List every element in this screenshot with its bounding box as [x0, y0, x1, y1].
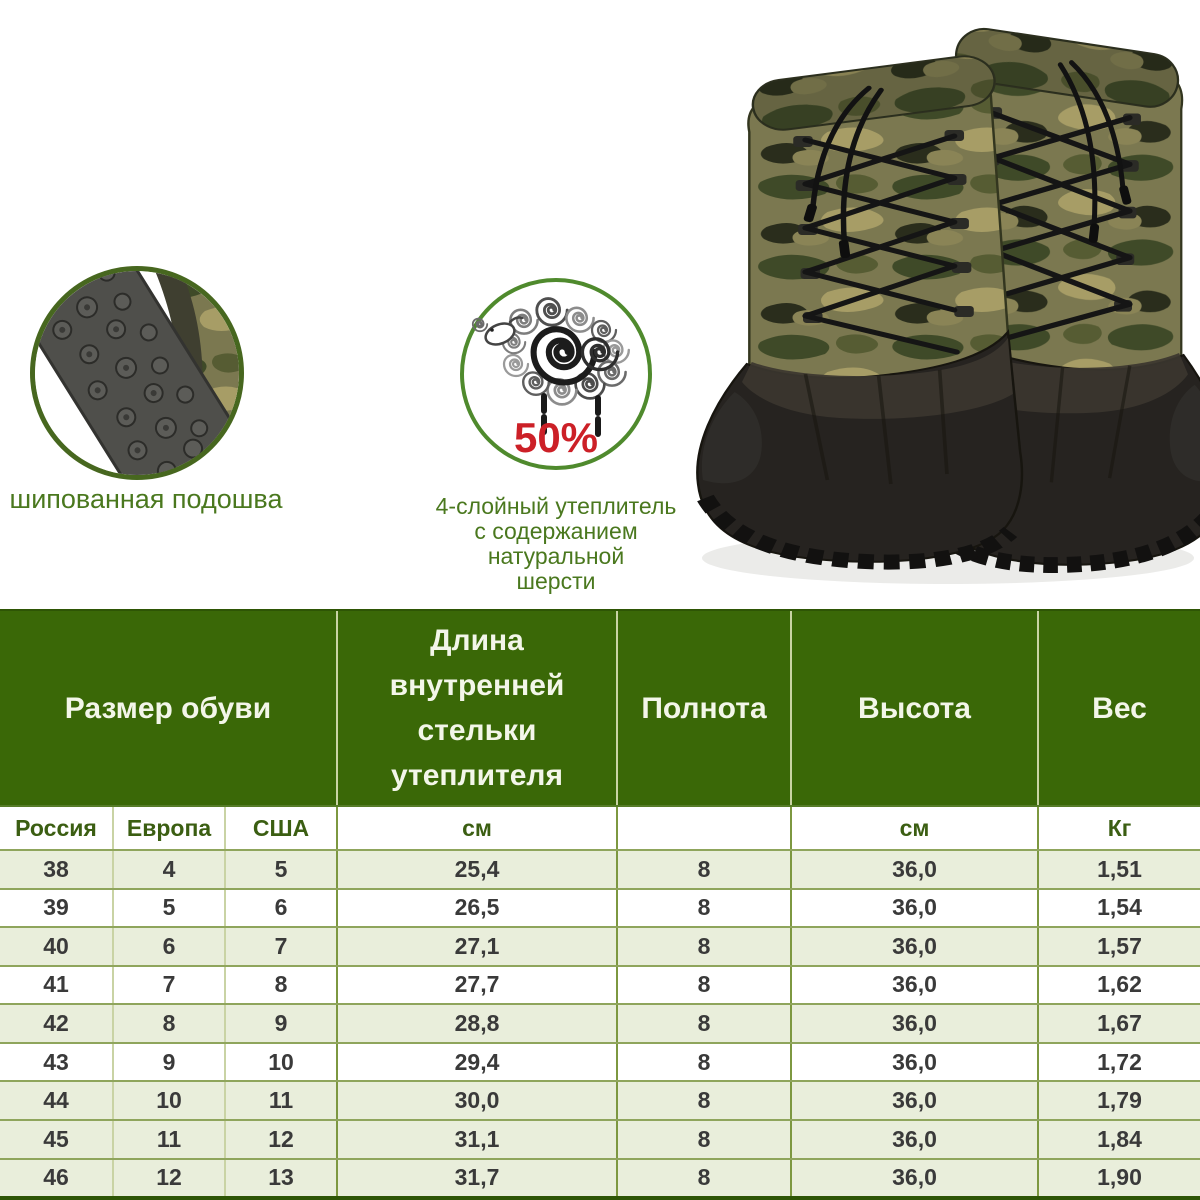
table-cell: 8 — [616, 1044, 790, 1081]
table-cell: 31,7 — [336, 1160, 616, 1197]
table-cell: 8 — [616, 1082, 790, 1119]
table-cell: 36,0 — [790, 967, 1037, 1004]
table-subheader-row — [0, 805, 1200, 849]
table-cell: 36,0 — [790, 890, 1037, 927]
table-cell: 43 — [43, 1048, 69, 1075]
table-cell: 25,4 — [336, 851, 616, 888]
insulation-caption-line: натуральной — [487, 543, 625, 569]
wool-percentage-badge: 50% — [513, 414, 599, 461]
subheader-europe: Европа — [112, 807, 224, 849]
table-cell: 36,0 — [790, 1160, 1037, 1197]
table-cell: 6 — [112, 928, 224, 965]
subheader-height-cm: см — [790, 807, 1037, 849]
table-cell: 36,0 — [790, 1044, 1037, 1081]
table-header-row — [0, 611, 1200, 805]
table-row — [0, 926, 1200, 965]
subheader-weight-kg: Кг — [1037, 807, 1200, 849]
table-cell: 27,1 — [336, 928, 616, 965]
table-cell: 38 — [43, 855, 69, 882]
header-weight: Вес — [1037, 611, 1200, 805]
table-cell: 8 — [224, 967, 336, 1004]
table-cell: 4 — [112, 851, 224, 888]
table-cell: 30,0 — [336, 1082, 616, 1119]
insulation-caption-line: 4-слойный утеплитель — [435, 493, 677, 519]
table-cell: 1,67 — [1037, 1005, 1200, 1042]
table-cell: 42 — [43, 1010, 69, 1037]
table-row — [0, 1003, 1200, 1042]
header-height: Высота — [790, 611, 1037, 805]
table-cell: 12 — [224, 1121, 336, 1158]
table-cell: 8 — [616, 928, 790, 965]
boots-photo — [678, 0, 1200, 600]
table-cell: 8 — [616, 967, 790, 1004]
insulation-caption-line: с содержанием — [474, 518, 638, 544]
table-cell: 5 — [112, 890, 224, 927]
table-cell: 29,4 — [336, 1044, 616, 1081]
table-cell: 9 — [224, 1005, 336, 1042]
wool-insulation-badge — [460, 278, 652, 470]
table-row — [0, 1042, 1200, 1081]
table-cell: 13 — [224, 1160, 336, 1197]
table-cell: 7 — [112, 967, 224, 1004]
table-cell: 9 — [112, 1044, 224, 1081]
table-cell: 8 — [616, 851, 790, 888]
table-cell: 1,62 — [1037, 967, 1200, 1004]
table-row — [0, 888, 1200, 927]
insulation-caption — [406, 494, 706, 594]
table-cell: 44 — [43, 1087, 69, 1114]
table-cell: 36,0 — [790, 1005, 1037, 1042]
table-cell: 1,84 — [1037, 1121, 1200, 1158]
table-cell: 40 — [43, 932, 69, 959]
table-cell: 45 — [43, 1125, 69, 1152]
table-row — [0, 965, 1200, 1004]
table-cell: 39 — [43, 894, 69, 921]
table-cell: 10 — [224, 1044, 336, 1081]
table-cell: 36,0 — [790, 1121, 1037, 1158]
sole-caption: шипованная подошва — [9, 484, 283, 514]
subheader-russia: Россия — [15, 814, 97, 841]
table-row — [0, 1158, 1200, 1197]
studded-sole-icon — [30, 266, 244, 480]
table-cell: 28,8 — [336, 1005, 616, 1042]
header-size-group: Размер обуви — [64, 691, 272, 725]
table-cell: 1,72 — [1037, 1044, 1200, 1081]
table-cell: 46 — [43, 1164, 69, 1191]
table-cell: 27,7 — [336, 967, 616, 1004]
subheader-fullness-unit — [616, 807, 790, 849]
table-cell: 1,79 — [1037, 1082, 1200, 1119]
table-cell: 10 — [112, 1082, 224, 1119]
table-cell: 36,0 — [790, 851, 1037, 888]
table-cell: 12 — [112, 1160, 224, 1197]
table-cell: 11 — [224, 1082, 336, 1119]
table-cell: 8 — [616, 890, 790, 927]
table-cell: 11 — [112, 1121, 224, 1158]
subheader-usa: США — [224, 807, 336, 849]
table-row — [0, 849, 1200, 888]
table-body — [0, 849, 1200, 1196]
header-fullness: Полнота — [616, 611, 790, 805]
table-row — [0, 1080, 1200, 1119]
table-cell: 8 — [616, 1121, 790, 1158]
size-table — [0, 609, 1200, 1200]
table-row — [0, 1119, 1200, 1158]
table-cell: 1,90 — [1037, 1160, 1200, 1197]
table-cell: 6 — [224, 890, 336, 927]
header-insole-length: Длина внутренней стельки утеплителя — [336, 611, 616, 805]
table-cell: 8 — [616, 1160, 790, 1197]
subheader-insole-cm: см — [336, 807, 616, 849]
table-cell: 26,5 — [336, 890, 616, 927]
table-cell: 1,54 — [1037, 890, 1200, 927]
table-cell: 36,0 — [790, 928, 1037, 965]
sole-closeup-illustration — [35, 271, 239, 475]
insulation-caption-line: шерсти — [516, 568, 596, 594]
table-cell: 8 — [112, 1005, 224, 1042]
table-cell: 41 — [43, 971, 69, 998]
table-cell: 8 — [616, 1005, 790, 1042]
table-cell: 5 — [224, 851, 336, 888]
table-cell: 36,0 — [790, 1082, 1037, 1119]
table-cell: 1,51 — [1037, 851, 1200, 888]
table-cell: 7 — [224, 928, 336, 965]
table-cell: 31,1 — [336, 1121, 616, 1158]
table-cell: 1,57 — [1037, 928, 1200, 965]
